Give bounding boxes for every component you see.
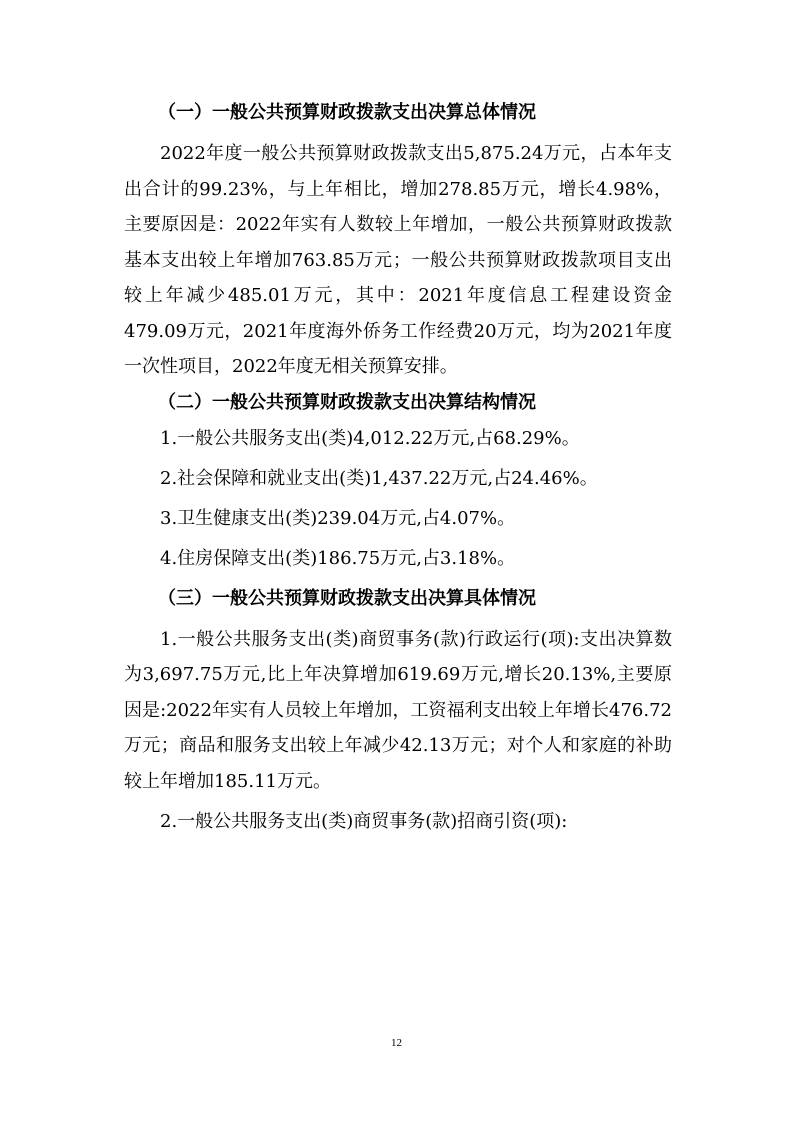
section-3-paragraph-2: 2.一般公共服务支出(类)商贸事务(款)招商引资(项): (160, 811, 568, 832)
structure-item-3: 3.卫生健康支出(类)239.04万元,占4.07%。 (160, 507, 516, 529)
structure-item-1: 1.一般公共服务支出(类)4,012.22万元,占68.29%。 (160, 427, 580, 449)
section-heading-2: （二）一般公共预算财政拨款支出决算结构情况 (158, 391, 536, 413)
section-heading-1: （一）一般公共预算财政拨款支出决算总体情况 (158, 102, 536, 123)
section-heading-3: （三）一般公共预算财政拨款支出决算具体情况 (158, 587, 536, 609)
page-number: 12 (391, 1037, 402, 1049)
section-3-paragraph-1: 1.一般公共服务支出(类)商贸事务(款)行政运行(项):支出决算数为3,697.75万元,比上年决算增加619.69万元,增长20.13%,主要原因是:2022年实有人员较上年增加，工资福利支出较上年增长476.72万元；商品和服务支出较上年减少42.13万元；对个人和家庭的补助较上年增加185.11万元。 (124, 628, 672, 792)
structure-item-2: 2.社会保障和就业支出(类)1,437.22万元,占24.46%。 (160, 467, 598, 489)
section-1-paragraph: 2022年度一般公共预算财政拨款支出5,875.24万元，占本年支出合计的99.23%，与上年相比，增加278.85万元，增长4.98%，主要原因是：2022年实有人数较上年增加，一般公共预算财政拨款基本支出较上年增加763.85万元；一般公共预算财政拨款项目支出较上年减少485.01万元，其中：2021年度信息工程建设资金479.09万元，2021年度海外侨务工作经费20万元，均为2021年度一次性项目，2022年度无相关预算安排。 (124, 143, 672, 377)
page-content (124, 100, 672, 845)
structure-item-4: 4.住房保障支出(类)186.75万元,占3.18%。 (160, 547, 516, 569)
